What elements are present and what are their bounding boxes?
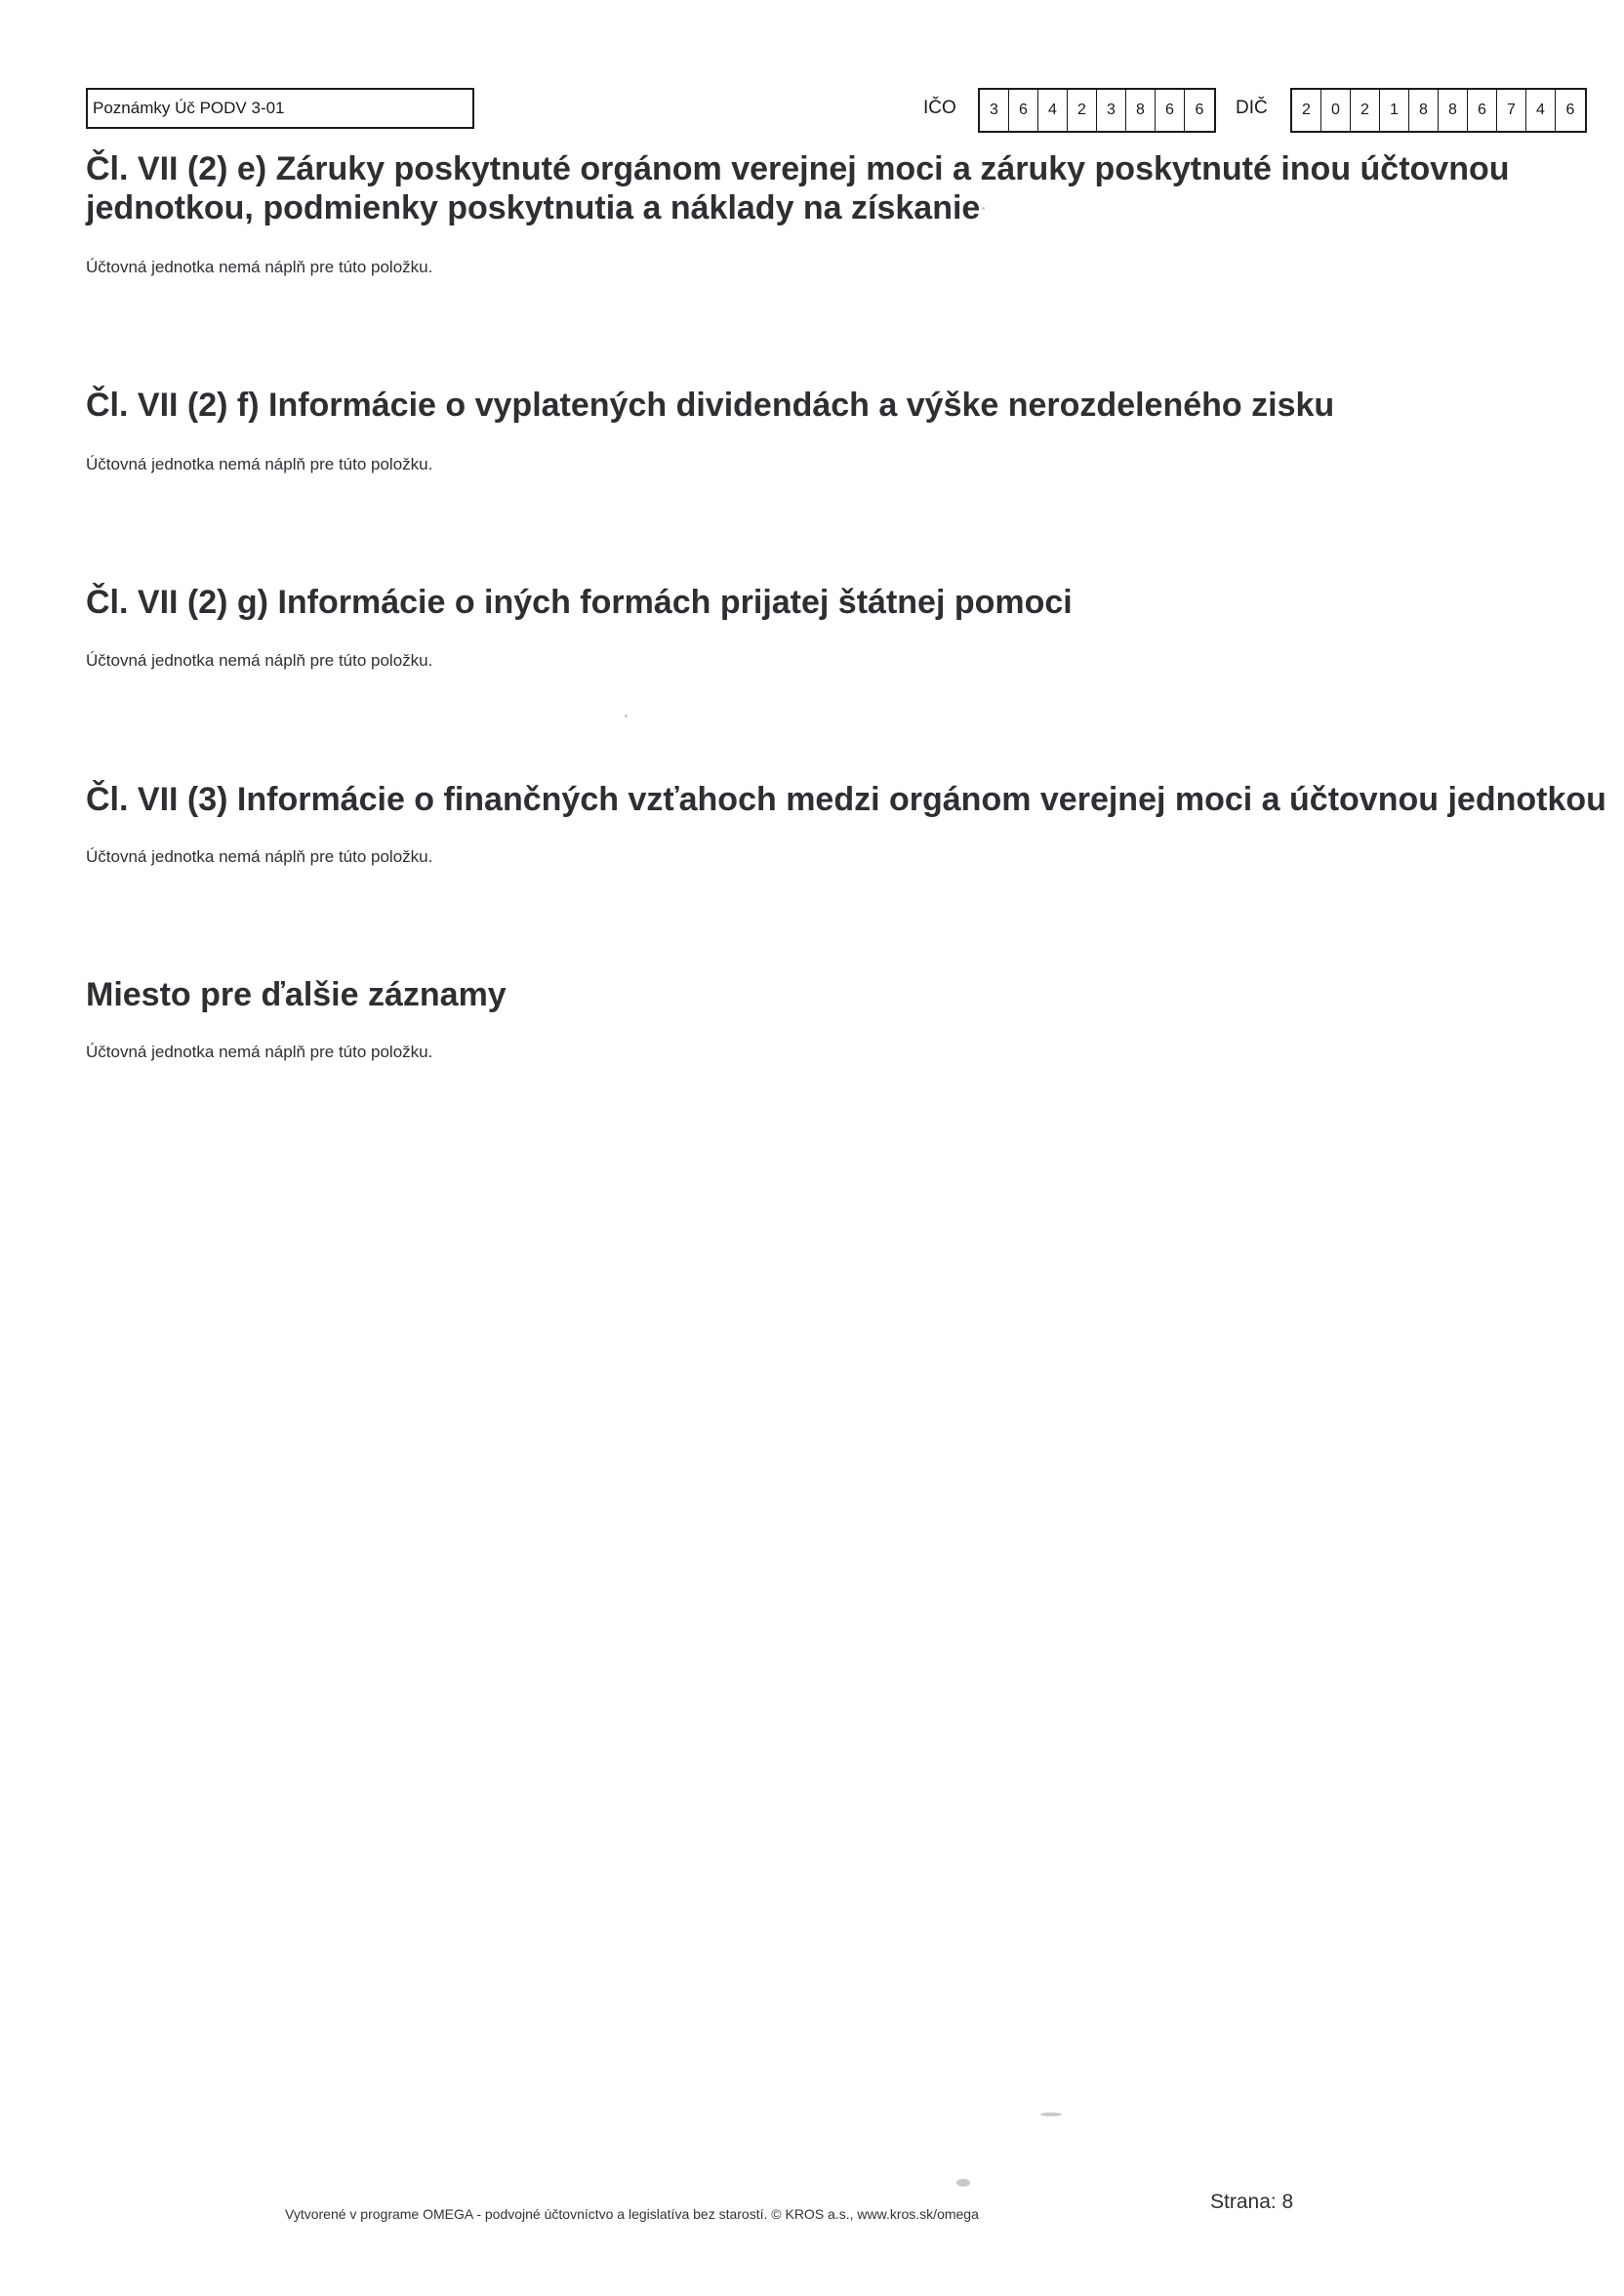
form-code-box: [86, 88, 474, 129]
dic-digit: 1: [1380, 90, 1409, 131]
footer-credit: Vytvorené v programe OMEGA - podvojné účtovníctvo a legislatíva bez starostí. © KROS a.s., www.kros.sk/omega: [285, 2206, 979, 2222]
section-text-notes: Účtovná jednotka nemá náplň pre túto položku.: [86, 1043, 433, 1061]
section-text-dividends: Účtovná jednotka nemá náplň pre túto položku.: [86, 455, 433, 473]
dic-digit: 2: [1351, 90, 1380, 131]
section-text-financial-relations: Účtovná jednotka nemá náplň pre túto položku.: [86, 847, 433, 866]
ico-digit: 6: [1195, 102, 1204, 118]
dic-label: DIČ: [1236, 98, 1268, 118]
ico-digit: 2: [1068, 90, 1097, 131]
dic-digit: 8: [1439, 90, 1468, 131]
dic-digit: 6: [1468, 90, 1497, 131]
section-title-notes: Miesto pre ďalšie záznamy: [86, 976, 507, 1013]
dic-digit: 2: [1292, 90, 1321, 131]
section-title-guarantees: Čl. VII (2) e) Záruky poskytnuté orgánom verejnej moci a záruky poskytnuté inou účtovnou: [86, 150, 1510, 187]
ico-label: IČO: [923, 98, 956, 118]
section-title-dividends: Čl. VII (2) f) Informácie o vyplatených dividendách a výške nerozdeleného zisku: [86, 387, 1335, 424]
ico-digit: 6: [1156, 90, 1185, 131]
scan-speck: [956, 2179, 970, 2187]
scan-speck: [1040, 2112, 1062, 2116]
dic-digit: 7: [1497, 90, 1526, 131]
dic-digit: 4: [1526, 90, 1556, 131]
dic-digit: 8: [1409, 90, 1439, 131]
section-title-guarantees-cont: jednotkou, podmienky poskytnutia a náklady na získanie: [86, 189, 981, 226]
dic-digit-boxes: [1290, 88, 1587, 133]
page-number: Strana: 8: [1210, 2191, 1294, 2213]
form-code-label: Poznámky Úč PODV 3-01: [93, 99, 285, 117]
scan-speck: [625, 715, 628, 718]
dic-digit: 0: [1321, 90, 1351, 131]
ico-digit: 4: [1038, 90, 1068, 131]
ico-digit: 6: [1009, 90, 1038, 131]
ico-digit-boxes: [978, 88, 1216, 133]
dic-digit: 6: [1565, 102, 1575, 118]
ico-digit: 8: [1126, 90, 1156, 131]
section-text-guarantees: Účtovná jednotka nemá náplň pre túto položku.: [86, 258, 433, 276]
section-text-state-aid: Účtovná jednotka nemá náplň pre túto položku.: [86, 651, 433, 670]
ico-digit: 3: [1097, 90, 1126, 131]
scan-speck: [982, 207, 985, 210]
ico-digit: 3: [980, 90, 1009, 131]
section-title-financial-relations: Čl. VII (3) Informácie o finančných vzťahoch medzi orgánom verejnej moci a účtovnou jednotkou: [86, 781, 1606, 818]
section-title-state-aid: Čl. VII (2) g) Informácie o iných formách prijatej štátnej pomoci: [86, 584, 1073, 621]
